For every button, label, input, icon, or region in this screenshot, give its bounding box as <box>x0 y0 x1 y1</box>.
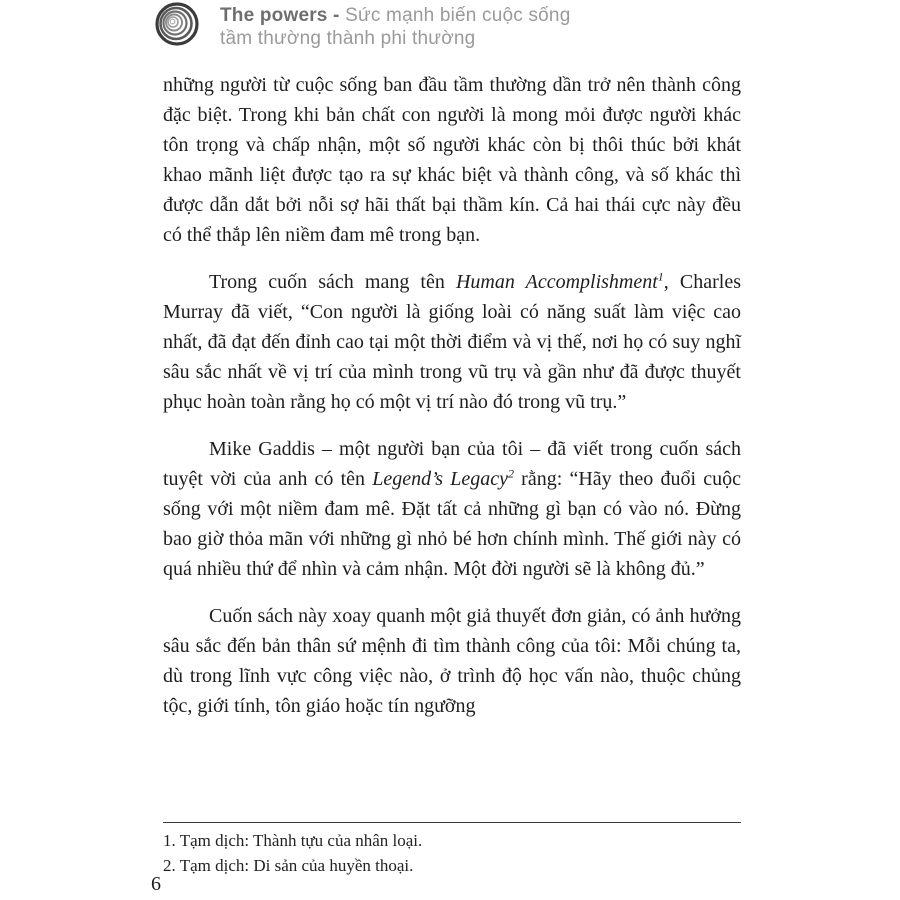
page-header <box>152 2 570 50</box>
page-number: 6 <box>151 873 161 895</box>
footnotes <box>163 828 741 878</box>
text-segment: Trong cuốn sách mang tên <box>209 271 456 293</box>
body-text <box>163 70 741 738</box>
footnote-marker: 2 <box>507 466 514 481</box>
footnote-item: 1. Tạm dịch: Thành tựu của nhân loại. <box>163 831 423 850</box>
text-segment: Mike Gaddis – một người bạn của tôi – đã viết trong cuốn sách tuyệt vời của anh có tên <box>163 438 741 490</box>
text-segment: rằng: “Hãy theo đuổi cuộc sống với một niềm đam mê. Đặt tất cả những gì bạn có vào nó. Đừng bao giờ thỏa mãn với những gì nhỏ bé hơn chính mình. Thế giới này có quá nhiều thứ để nhìn và cảm nhận. Một đời người sẽ là không đủ.” <box>163 468 741 580</box>
text-segment: Legend’s Legacy <box>372 468 508 490</box>
spiral-logo-icon <box>152 2 204 48</box>
text-segment: những người từ cuộc sống ban đầu tầm thường dần trở nên thành công đặc biệt. Trong khi bản chất con người là mong mỏi được người khác tôn trọng và chấp nhận, một số người khác còn bị thôi thúc bởi khát khao mãnh liệt được tạo ra sự khác biệt và thành công, và số khác thì được dẫn dắt bởi nỗi sợ hãi thất bại thầm kín. Cả hai thái cực này đều có thể thắp lên niềm đam mê trong bạn. <box>163 74 741 246</box>
book-title-line1 <box>220 4 570 27</box>
footnote-item: 2. Tạm dịch: Di sản của huyền thoại. <box>163 856 414 875</box>
book-title <box>220 2 570 50</box>
book-title-line2: tầm thường thành phi thường <box>220 28 476 49</box>
book-title-name: The powers - <box>220 5 340 26</box>
paragraph <box>163 601 741 721</box>
footnote-separator <box>163 822 741 823</box>
paragraph <box>163 434 741 584</box>
paragraph <box>163 267 741 417</box>
text-segment: Cuốn sách này xoay quanh một giả thuyết đơn giản, có ảnh hưởng sâu sắc đến bản thân sứ mệnh đi tìm thành công của tôi: Mỗi chúng ta, dù trong lĩnh vực công việc nào, ở trình độ học vấn nào, thuộc chủng tộc, giới tính, tôn giáo hoặc tín ngưỡng <box>163 605 741 717</box>
text-segment: Human Accomplishment <box>455 271 658 293</box>
paragraph <box>163 70 741 250</box>
text-segment: , Charles Murray đã viết, “Con người là giống loài có năng suất làm việc cao nhất, đã đạt đến đỉnh cao tại một thời điểm và vị thế, nơi họ có suy nghĩ sâu sắc nhất về vị trí của mình trong vũ trụ và gần như đã được thuyết phục hoàn toàn rằng họ có một vị trí nào đó trong vũ trụ.” <box>163 271 741 413</box>
footnote-marker: 1 <box>657 269 664 284</box>
book-title-subtitle-part1: Sức mạnh biến cuộc sống <box>345 5 571 26</box>
